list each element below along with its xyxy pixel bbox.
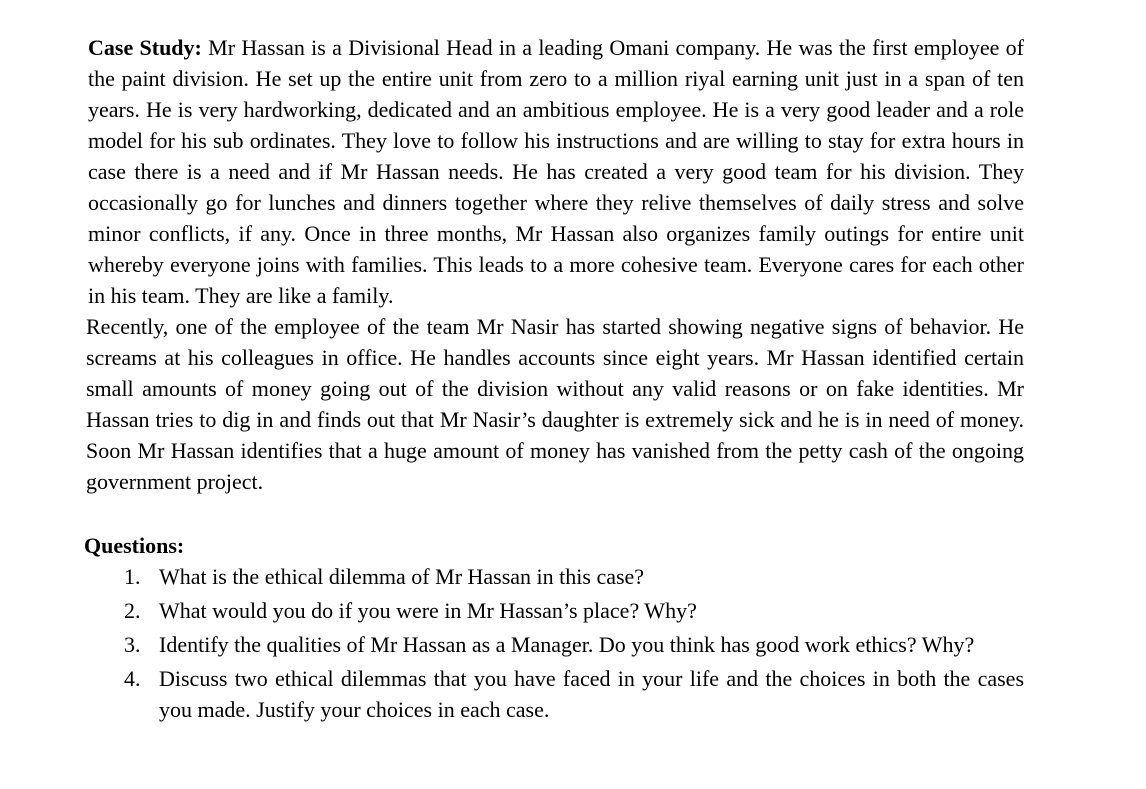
questions-list <box>120 561 1024 728</box>
question-item <box>120 561 1024 592</box>
question-text: What is the ethical dilemma of Mr Hassan in this case? <box>159 564 645 589</box>
question-number: 1. <box>124 564 141 589</box>
case-study-paragraph-1 <box>88 32 1024 311</box>
case-study-paragraph-2: Recently, one of the employee of the team Mr Nasir has started showing negative signs of behavior. He screams at his colleagues in office. He handles accounts since eight years. Mr Hassan identified certain small amounts of money going out of the division without any valid reasons or on fake identities. Mr Hassan tries to dig in and finds out that Mr Nasir’s daughter is extremely sick and he is in need of money. Soon Mr Hassan identifies that a huge amount of money has vanished from the petty cash of the ongoing government project. <box>86 314 1024 494</box>
question-number: 2. <box>124 598 141 623</box>
question-text: Identify the qualities of Mr Hassan as a Manager. Do you think has good work ethics? Why? <box>159 632 975 657</box>
question-text: What would you do if you were in Mr Hassan’s place? Why? <box>159 598 697 623</box>
questions-heading: Questions: <box>84 533 185 558</box>
case-study-text-1: Mr Hassan is a Divisional Head in a leading Omani company. He was the first employee of the paint division. He set up the entire unit from zero to a million riyal earning unit just in a span of ten years. He is very hardworking, dedicated and an ambitious employee. He is a very good leader and a role model for his sub ordinates. They love to follow his instructions and are willing to stay for extra hours in case there is a need and if Mr Hassan needs. He has created a very good team for his division. They occasionally go for lunches and dinners together where they relive themselves of daily stress and solve minor conflicts, if any. Once in three months, Mr Hassan also organizes family outings for entire unit whereby everyone joins with families. This leads to a more cohesive team. Everyone cares for each other in his team. They are like a family. <box>88 35 1025 308</box>
question-item <box>120 663 1024 725</box>
question-item <box>120 595 1024 626</box>
question-text: Discuss two ethical dilemmas that you have faced in your life and the choices in both the cases you made. Justify your choices in each case. <box>159 666 1024 722</box>
question-number: 4. <box>124 666 141 691</box>
question-number: 3. <box>124 632 141 657</box>
case-study-label: Case Study: <box>88 35 202 60</box>
question-item <box>120 629 1024 660</box>
